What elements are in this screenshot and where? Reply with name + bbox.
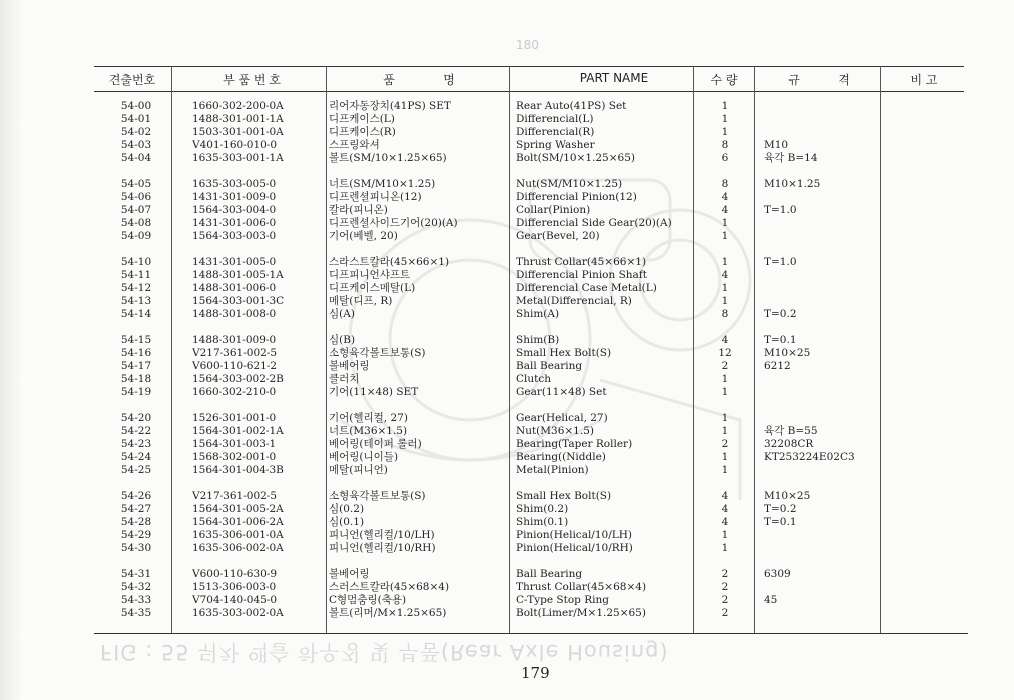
korean-name: 스프링와셔 <box>329 139 380 151</box>
korean-name: 기어(베벨, 20) <box>329 230 398 242</box>
quantity: 1 <box>721 230 729 242</box>
korean-name: 너트(M36×1.5) <box>329 425 408 437</box>
header-part-name: PART NAME <box>579 71 649 85</box>
quantity: 4 <box>721 334 729 346</box>
specification: M10×1.25 <box>764 178 821 190</box>
part-number: 1564-301-005-2A <box>192 503 284 515</box>
quantity: 1 <box>721 295 729 307</box>
row-number: 54-10 <box>120 256 152 268</box>
part-name: Nut(M36×1.5) <box>516 425 594 437</box>
korean-name: 볼베어링 <box>329 568 370 580</box>
korean-name: 기어(헬리컬, 27) <box>329 412 408 424</box>
korean-name: 소형육각볼트보통(S) <box>329 347 426 359</box>
part-name: Gear(11×48) Set <box>516 386 607 398</box>
quantity: 1 <box>721 126 729 138</box>
part-number: 1568-302-001-0 <box>192 451 277 463</box>
column-divider <box>326 66 327 634</box>
korean-name: 볼트(리머/M×1.25×65) <box>329 607 447 619</box>
row-number: 54-08 <box>120 217 152 229</box>
part-name: Pinion(Helical/10/LH) <box>516 529 632 541</box>
korean-name: 베어링(테이퍼 롤러) <box>329 438 422 450</box>
part-name: Bearing(Taper Roller) <box>516 438 633 450</box>
part-number: 1564-303-004-0 <box>192 204 277 216</box>
part-name: Gear(Bevel, 20) <box>516 230 600 242</box>
korean-name: 디프렌셜사이드기어(20)(A) <box>329 217 458 229</box>
part-name: Ball Bearing <box>516 568 583 580</box>
part-number: V704-140-045-0 <box>192 594 278 606</box>
quantity: 4 <box>721 490 729 502</box>
row-number: 54-30 <box>120 542 152 554</box>
quantity: 1 <box>721 113 729 125</box>
row-number: 54-26 <box>120 490 152 502</box>
column-divider <box>509 66 510 634</box>
part-number: 1488-301-001-1A <box>192 113 284 125</box>
korean-name: 메탈(피니언) <box>329 464 388 476</box>
korean-name: 클러치 <box>329 373 360 385</box>
row-number: 54-31 <box>120 568 152 580</box>
quantity: 1 <box>721 282 729 294</box>
part-name: Spring Washer <box>516 139 595 151</box>
part-name: Thrust Collar(45×68×4) <box>516 581 647 593</box>
row-number: 54-27 <box>120 503 152 515</box>
part-name: Rear Auto(41PS) Set <box>516 100 627 112</box>
row-number: 54-09 <box>120 230 152 242</box>
specification: T=1.0 <box>764 256 797 268</box>
part-name: Shim(0.1) <box>516 516 569 528</box>
column-divider <box>754 66 755 634</box>
korean-name: 스라스트칼라(45×66×1) <box>329 256 450 268</box>
row-number: 54-19 <box>120 386 152 398</box>
row-number: 54-12 <box>120 282 152 294</box>
korean-name: 리어자동장치(41PS) SET <box>329 100 451 112</box>
part-number: 1513-306-003-0 <box>192 581 277 593</box>
row-number: 54-29 <box>120 529 152 541</box>
part-name: Bolt(SM/10×1.25×65) <box>516 152 635 164</box>
row-number: 54-35 <box>120 607 152 619</box>
part-name: Clutch <box>516 373 552 385</box>
table-header <box>94 66 964 92</box>
part-number: 1564-303-002-2B <box>192 373 284 385</box>
row-number: 54-11 <box>120 269 152 281</box>
part-number: 1635-303-001-1A <box>192 152 284 164</box>
part-number: V217-361-002-5 <box>192 490 278 502</box>
part-number: V401-160-010-0 <box>192 139 278 151</box>
korean-name: 디프케이스(R) <box>329 126 396 138</box>
part-name: Ball Bearing <box>516 360 583 372</box>
quantity: 2 <box>721 581 729 593</box>
row-number: 54-13 <box>120 295 152 307</box>
part-name: Nut(SM/M10×1.25) <box>516 178 623 190</box>
specification: M10 <box>764 139 789 151</box>
part-number: 1564-303-003-0 <box>192 230 277 242</box>
ghost-page-number: 180 <box>516 38 539 52</box>
quantity: 2 <box>721 360 729 372</box>
quantity: 1 <box>721 451 729 463</box>
row-number: 54-16 <box>120 347 152 359</box>
korean-name: 피니언(헬리컬/10/RH) <box>329 542 436 554</box>
korean-name: 디프렌셜피니온(12) <box>329 191 422 203</box>
quantity: 6 <box>721 152 729 164</box>
row-number: 54-24 <box>120 451 152 463</box>
quantity: 4 <box>721 204 729 216</box>
korean-name: 소형육각볼트보통(S) <box>329 490 426 502</box>
part-name: Differencial Pinion(12) <box>516 191 637 203</box>
row-number: 54-06 <box>120 191 152 203</box>
specification: 6309 <box>764 568 791 580</box>
mirror-bleed-text: FIG : 55 뒤차 액슬 하우징 및 부품(Rear Axle Housing) <box>100 640 669 664</box>
specification: 6212 <box>764 360 791 372</box>
header-spec-1: 규 <box>788 73 800 87</box>
row-number: 54-03 <box>120 139 152 151</box>
korean-name: 디프피니언샤프트 <box>329 269 411 281</box>
part-number: 1564-301-002-1A <box>192 425 284 437</box>
part-number: 1503-301-001-0A <box>192 126 284 138</box>
specification: T=1.0 <box>764 204 797 216</box>
specification: M10×25 <box>764 490 811 502</box>
part-number: 1488-301-006-0 <box>192 282 277 294</box>
part-name: Differencial(L) <box>516 113 594 125</box>
header-name-kr-2: 명 <box>443 73 455 87</box>
korean-name: 심(0.2) <box>329 503 365 515</box>
part-number: 1488-301-009-0 <box>192 334 277 346</box>
part-name: Shim(0.2) <box>516 503 569 515</box>
quantity: 8 <box>721 308 729 320</box>
quantity: 1 <box>721 256 729 268</box>
row-number: 54-00 <box>120 100 152 112</box>
korean-name: 칼라(피니온) <box>329 204 388 216</box>
quantity: 2 <box>721 568 729 580</box>
part-number: 1526-301-001-0 <box>192 412 277 424</box>
row-number: 54-17 <box>120 360 152 372</box>
quantity: 4 <box>721 516 729 528</box>
column-divider <box>693 66 694 634</box>
quantity: 1 <box>721 412 729 424</box>
korean-name: 심(B) <box>329 334 356 346</box>
korean-name: 볼트(SM/10×1.25×65) <box>329 152 447 164</box>
part-number: 1564-301-004-3B <box>192 464 284 476</box>
row-number: 54-32 <box>120 581 152 593</box>
specification: T=0.1 <box>764 334 797 346</box>
korean-name: 디프케이스(L) <box>329 113 395 125</box>
part-name: Metal(Pinion) <box>516 464 589 476</box>
part-number: 1488-301-008-0 <box>192 308 277 320</box>
column-divider <box>880 66 881 634</box>
header-no: 견출번호 <box>108 73 156 87</box>
part-number: 1635-306-002-0A <box>192 542 284 554</box>
korean-name: 메탈(디프, R) <box>329 295 393 307</box>
row-number: 54-25 <box>120 464 152 476</box>
korean-name: 피니언(헬리컬/10/LH) <box>329 529 435 541</box>
header-part-no: 부 품 번 호 <box>223 73 281 87</box>
part-name: Shim(B) <box>516 334 560 346</box>
part-number: 1660-302-210-0 <box>192 386 277 398</box>
quantity: 1 <box>721 100 729 112</box>
korean-name: 기어(11×48) SET <box>329 386 419 398</box>
specification: T=0.2 <box>764 503 797 515</box>
binding-shadow <box>0 0 22 700</box>
korean-name: C형멈춤링(축용) <box>329 594 407 606</box>
quantity: 1 <box>721 542 729 554</box>
part-name: Pinion(Helical/10/RH) <box>516 542 633 554</box>
row-number: 54-01 <box>120 113 152 125</box>
row-number: 54-05 <box>120 178 152 190</box>
part-name: Bearing((Niddle) <box>516 451 606 463</box>
korean-name: 베어링(니이들) <box>329 451 399 463</box>
part-number: V600-110-630-9 <box>192 568 278 580</box>
header-qty: 수 량 <box>710 73 738 87</box>
korean-name: 볼베어링 <box>329 360 370 372</box>
header-remark: 비 고 <box>910 73 938 87</box>
specification: 45 <box>764 594 778 606</box>
part-number: 1564-303-001-3C <box>192 295 285 307</box>
part-number: 1635-303-005-0 <box>192 178 277 190</box>
row-number: 54-23 <box>120 438 152 450</box>
row-number: 54-33 <box>120 594 152 606</box>
part-name: Gear(Helical, 27) <box>516 412 608 424</box>
part-number: 1635-303-002-0A <box>192 607 284 619</box>
row-number: 54-07 <box>120 204 152 216</box>
korean-name: 심(0.1) <box>329 516 365 528</box>
quantity: 1 <box>721 425 729 437</box>
korean-name: 스러스트칼라(45×68×4) <box>329 581 450 593</box>
parts-table <box>94 66 964 619</box>
row-number: 54-14 <box>120 308 152 320</box>
specification: T=0.1 <box>764 516 797 528</box>
quantity: 1 <box>721 464 729 476</box>
row-number: 54-04 <box>120 152 152 164</box>
part-number: 1431-301-009-0 <box>192 191 277 203</box>
specification: T=0.2 <box>764 308 797 320</box>
page-number: 179 <box>521 664 550 682</box>
part-name: Collar(Pinion) <box>516 204 591 216</box>
quantity: 1 <box>721 529 729 541</box>
quantity: 8 <box>721 139 729 151</box>
specification: M10×25 <box>764 347 811 359</box>
quantity: 12 <box>718 347 732 359</box>
part-name: Bolt(Limer/M×1.25×65) <box>516 607 646 619</box>
row-number: 54-28 <box>120 516 152 528</box>
part-number: V600-110-621-2 <box>192 360 278 372</box>
header-name-kr-1: 품 <box>383 73 395 87</box>
part-number: 1488-301-005-1A <box>192 269 284 281</box>
korean-name: 심(A) <box>329 308 355 320</box>
part-name: C-Type Stop Ring <box>516 594 609 606</box>
row-number: 54-02 <box>120 126 152 138</box>
part-name: Thrust Collar(45×66×1) <box>516 256 647 268</box>
part-number: 1564-301-003-1 <box>192 438 277 450</box>
specification: 32208CR <box>764 438 814 450</box>
header-spec-2: 격 <box>838 73 850 87</box>
quantity: 1 <box>721 373 729 385</box>
part-number: V217-361-002-5 <box>192 347 278 359</box>
specification: KT253224E02C3 <box>764 451 855 463</box>
quantity: 2 <box>721 594 729 606</box>
quantity: 1 <box>721 217 729 229</box>
part-name: Differencial Case Metal(L) <box>516 282 657 294</box>
specification: 육각 B=55 <box>764 425 818 437</box>
quantity: 2 <box>721 438 729 450</box>
row-number: 54-18 <box>120 373 152 385</box>
quantity: 4 <box>721 503 729 515</box>
specification: 육각 B=14 <box>764 152 818 164</box>
quantity: 8 <box>721 178 729 190</box>
quantity: 4 <box>721 269 729 281</box>
part-name: Differencial Pinion Shaft <box>516 269 647 281</box>
quantity: 4 <box>721 191 729 203</box>
column-divider <box>171 66 172 634</box>
quantity: 1 <box>721 386 729 398</box>
part-number: 1564-301-006-2A <box>192 516 284 528</box>
part-name: Small Hex Bolt(S) <box>516 490 612 502</box>
row-number: 54-20 <box>120 412 152 424</box>
part-name: Small Hex Bolt(S) <box>516 347 612 359</box>
korean-name: 너트(SM/M10×1.25) <box>329 178 436 190</box>
part-name: Metal(Differencial, R) <box>516 295 632 307</box>
part-name: Differencial(R) <box>516 126 595 138</box>
part-number: 1431-301-006-0 <box>192 217 277 229</box>
part-number: 1431-301-005-0 <box>192 256 277 268</box>
part-number: 1660-302-200-0A <box>192 100 284 112</box>
row-number: 54-15 <box>120 334 152 346</box>
part-name: Shim(A) <box>516 308 560 320</box>
korean-name: 디프케이스메탈(L) <box>329 282 416 294</box>
table-bottom-rule <box>94 633 968 634</box>
part-name: Differencial Side Gear(20)(A) <box>516 217 672 229</box>
quantity: 2 <box>721 607 729 619</box>
part-number: 1635-306-001-0A <box>192 529 284 541</box>
row-number: 54-22 <box>120 425 152 437</box>
